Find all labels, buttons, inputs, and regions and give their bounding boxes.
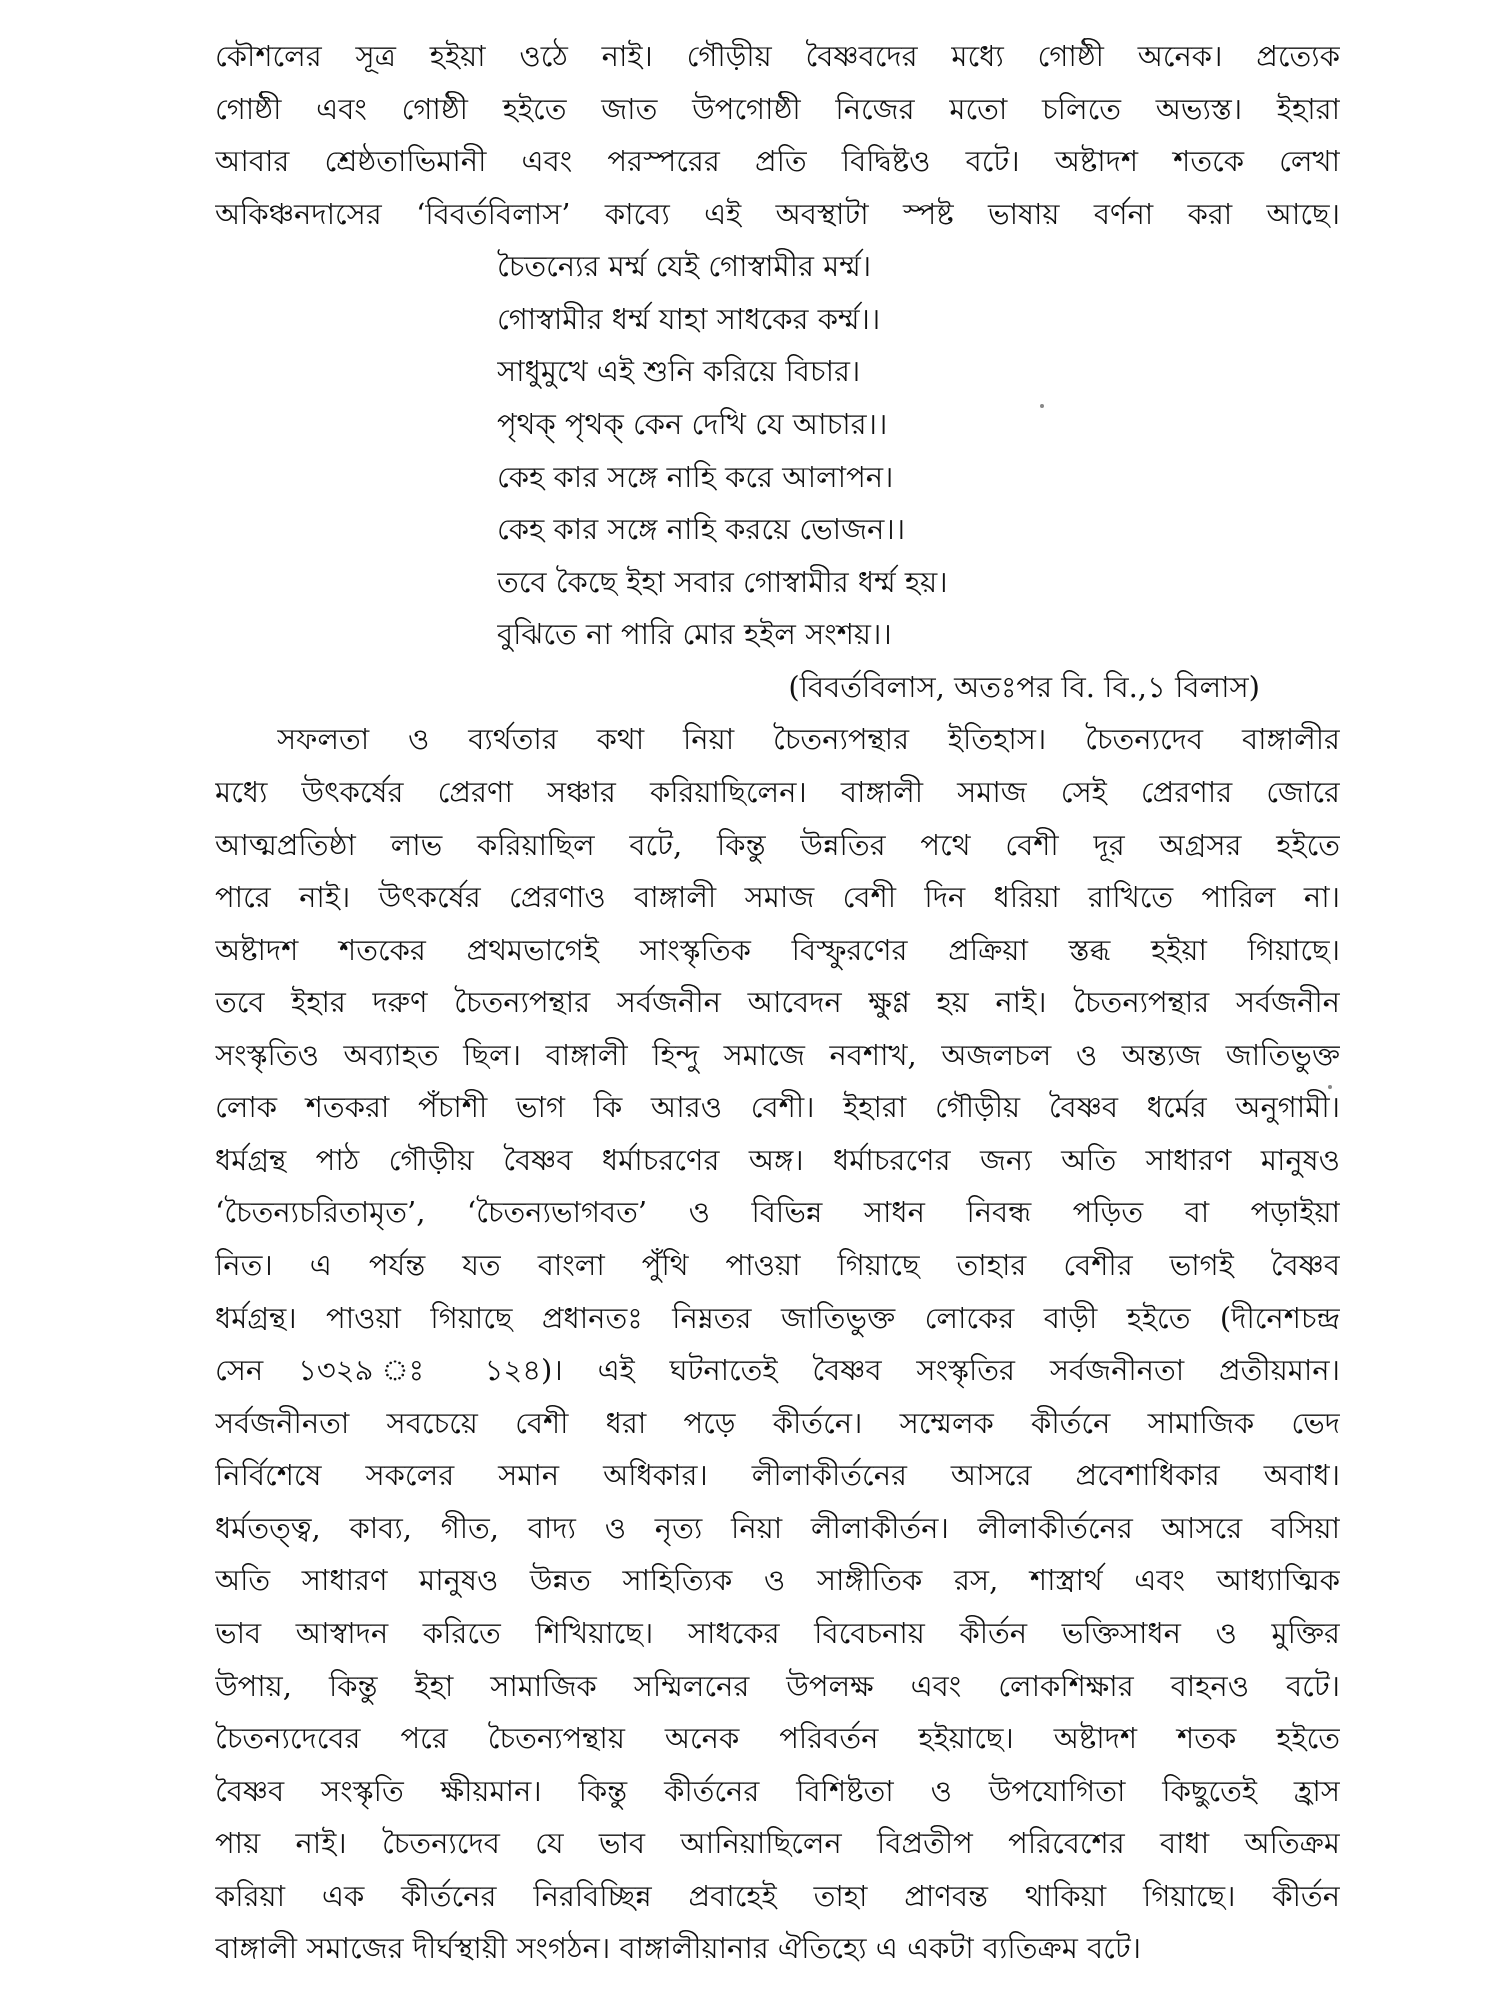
- paragraph-2-line: চৈতন্যদেবের পরে চৈতন্যপন্থায় অনেক পরিবর্তন হইয়াছে। অষ্টাদশ শতক হইতে: [215, 1721, 1340, 1756]
- paragraph-1-line: অকিঞ্চনদাসের ‘বিবর্তবিলাস’ কাব্যে এই অবস্থাটা স্পষ্ট ভাষায় বর্ণনা করা আছে।: [215, 196, 1340, 231]
- paragraph-2-line: মধ্যে উৎকর্ষের প্রেরণা সঞ্চার করিয়াছিলেন। বাঙ্গালী সমাজ সেই প্রেরণার জোরে: [215, 774, 1340, 809]
- paragraph-2-line: ভাব আস্বাদন করিতে শিখিয়াছে। সাধকের বিবেচনায় কীর্তন ভক্তিসাধন ও মুক্তির: [215, 1616, 1340, 1651]
- paragraph-2-line: লোক শতকরা পঁচাশী ভাগ কি আরও বেশী। ইহারা গৌড়ীয় বৈষ্ণব ধর্মের অনুগামী।: [215, 1090, 1340, 1125]
- scan-speck: [1040, 404, 1044, 408]
- scan-speck: [1328, 1085, 1332, 1089]
- paragraph-2-line: অতি সাধারণ মানুষও উন্নত সাহিত্যিক ও সাঙ্গীতিক রস, শাস্ত্রার্থ এবং আধ্যাত্মিক: [215, 1563, 1340, 1598]
- paragraph-2-line: তবে ইহার দরুণ চৈতন্যপন্থার সর্বজনীন আবেদন ক্ষুণ্ণ হয় নাই। চৈতন্যপন্থার সর্বজনীন: [215, 985, 1340, 1020]
- verse-citation: (বিবর্তবিলাস, অতঃপর বি. বি.,১ বিলাস): [788, 669, 1260, 704]
- verse-line: তবে কৈছে ইহা সবার গোস্বামীর ধর্ম্ম হয়।: [497, 564, 948, 599]
- paragraph-2-line: করিয়া এক কীর্তনের নিরবিচ্ছিন্ন প্রবাহেই তাহা প্রাণবন্ত থাকিয়া গিয়াছে। কীর্তন: [215, 1878, 1340, 1913]
- paragraph-2-line: সর্বজনীনতা সবচেয়ে বেশী ধরা পড়ে কীর্তনে। সম্মেলক কীর্তনে সামাজিক ভেদ: [215, 1405, 1340, 1440]
- paragraph-2-line: নির্বিশেষে সকলের সমান অধিকার। লীলাকীর্তনের আসরে প্রবেশাধিকার অবাধ।: [215, 1458, 1340, 1493]
- verse-line: সাধুমুখে এই শুনি করিয়ে বিচার।: [497, 354, 861, 389]
- verse-line: চৈতন্যের মর্ম্ম যেই গোস্বামীর মর্ম্ম।: [497, 249, 872, 284]
- verse-line: কেহ কার সঙ্গে নাহি করে আলাপন।: [497, 459, 894, 494]
- paragraph-2-line: নিত। এ পর্যন্ত যত বাংলা পুঁথি পাওয়া গিয়াছে তাহার বেশীর ভাগই বৈষ্ণব: [215, 1248, 1340, 1283]
- paragraph-2-line: ধর্মগ্রন্থ। পাওয়া গিয়াছে প্রধানতঃ নিম্নতর জাতিভুক্ত লোকের বাড়ী হইতে (দীনেশচন্দ্র: [215, 1300, 1340, 1335]
- paragraph-1-line: কৌশলের সূত্র হইয়া ওঠে নাই। গৌড়ীয় বৈষ্ণবদের মধ্যে গোষ্ঠী অনেক। প্রত্যেক: [215, 39, 1340, 73]
- paragraph-2-line: অষ্টাদশ শতকের প্রথমভাগেই সাংস্কৃতিক বিস্ফুরণের প্রক্রিয়া স্তব্ধ হইয়া গিয়াছে।: [215, 932, 1340, 967]
- paragraph-2-line: পায় নাই। চৈতন্যদেব যে ভাব আনিয়াছিলেন বিপ্রতীপ পরিবেশের বাধা অতিক্রম: [215, 1826, 1340, 1861]
- paragraph-2-line: বাঙ্গালী সমাজের দীর্ঘস্থায়ী সংগঠন। বাঙ্গালীয়ানার ঐতিহ্যে এ একটা ব্যতিক্রম বটে।: [215, 1931, 1142, 1966]
- paragraph-2-line: আত্মপ্রতিষ্ঠা লাভ করিয়াছিল বটে, কিন্তু উন্নতির পথে বেশী দূর অগ্রসর হইতে: [215, 827, 1340, 862]
- paragraph-2-line: ধর্মতত্ত্ব, কাব্য, গীত, বাদ্য ও নৃত্য নিয়া লীলাকীর্তন। লীলাকীর্তনের আসরে বসিয়া: [215, 1510, 1340, 1545]
- paragraph-2-line: সেন ১৩২৯ ঃ ১২৪)। এই ঘটনাতেই বৈষ্ণব সংস্কৃতির সর্বজনীনতা প্রতীয়মান।: [215, 1353, 1340, 1388]
- paragraph-1-line: আবার শ্রেষ্ঠতাভিমানী এবং পরস্পরের প্রতি বিদ্বিষ্টও বটে। অষ্টাদশ শতকে লেখা: [215, 144, 1340, 179]
- paragraph-1-line: গোষ্ঠী এবং গোষ্ঠী হইতে জাত উপগোষ্ঠী নিজের মতো চলিতে অভ্যস্ত। ইহারা: [215, 91, 1340, 126]
- paragraph-2-line: বৈষ্ণব সংস্কৃতি ক্ষীয়মান। কিন্তু কীর্তনের বিশিষ্টতা ও উপযোগিতা কিছুতেই হ্রাস: [215, 1773, 1340, 1808]
- paragraph-2-line: উপায়, কিন্তু ইহা সামাজিক সম্মিলনের উপলক্ষ এবং লোকশিক্ষার বাহনও বটে।: [215, 1668, 1340, 1703]
- paragraph-2-line: ‘চৈতন্যচরিতামৃত’, ‘চৈতন্যভাগবত’ ও বিভিন্ন সাধন নিবন্ধ পড়িত বা পড়াইয়া: [215, 1195, 1340, 1230]
- verse-line: গোস্বামীর ধর্ম্ম যাহা সাধকের কর্ম্ম।।: [497, 301, 881, 336]
- paragraph-2-line: ধর্মগ্রন্থ পাঠ গৌড়ীয় বৈষ্ণব ধর্মাচরণের অঙ্গ। ধর্মাচরণের জন্য অতি সাধারণ মানুষও: [215, 1142, 1340, 1177]
- paragraph-2-line: সফলতা ও ব্যর্থতার কথা নিয়া চৈতন্যপন্থার ইতিহাস। চৈতন্যদেব বাঙ্গালীর: [277, 722, 1340, 757]
- verse-line: পৃথক্ পৃথক্ কেন দেখি যে আচার।।: [497, 406, 888, 441]
- paragraph-2-line: সংস্কৃতিও অব্যাহত ছিল। বাঙ্গালী হিন্দু সমাজে নবশাখ, অজলচল ও অন্ত্যজ জাতিভুক্ত: [215, 1037, 1340, 1072]
- verse-line: কেহ কার সঙ্গে নাহি করয়ে ভোজন।।: [497, 512, 906, 547]
- paragraph-2-line: পারে নাই। উৎকর্ষের প্রেরণাও বাঙ্গালী সমাজ বেশী দিন ধরিয়া রাখিতে পারিল না।: [215, 880, 1340, 915]
- verse-line: বুঝিতে না পারি মোর হইল সংশয়।।: [497, 617, 892, 652]
